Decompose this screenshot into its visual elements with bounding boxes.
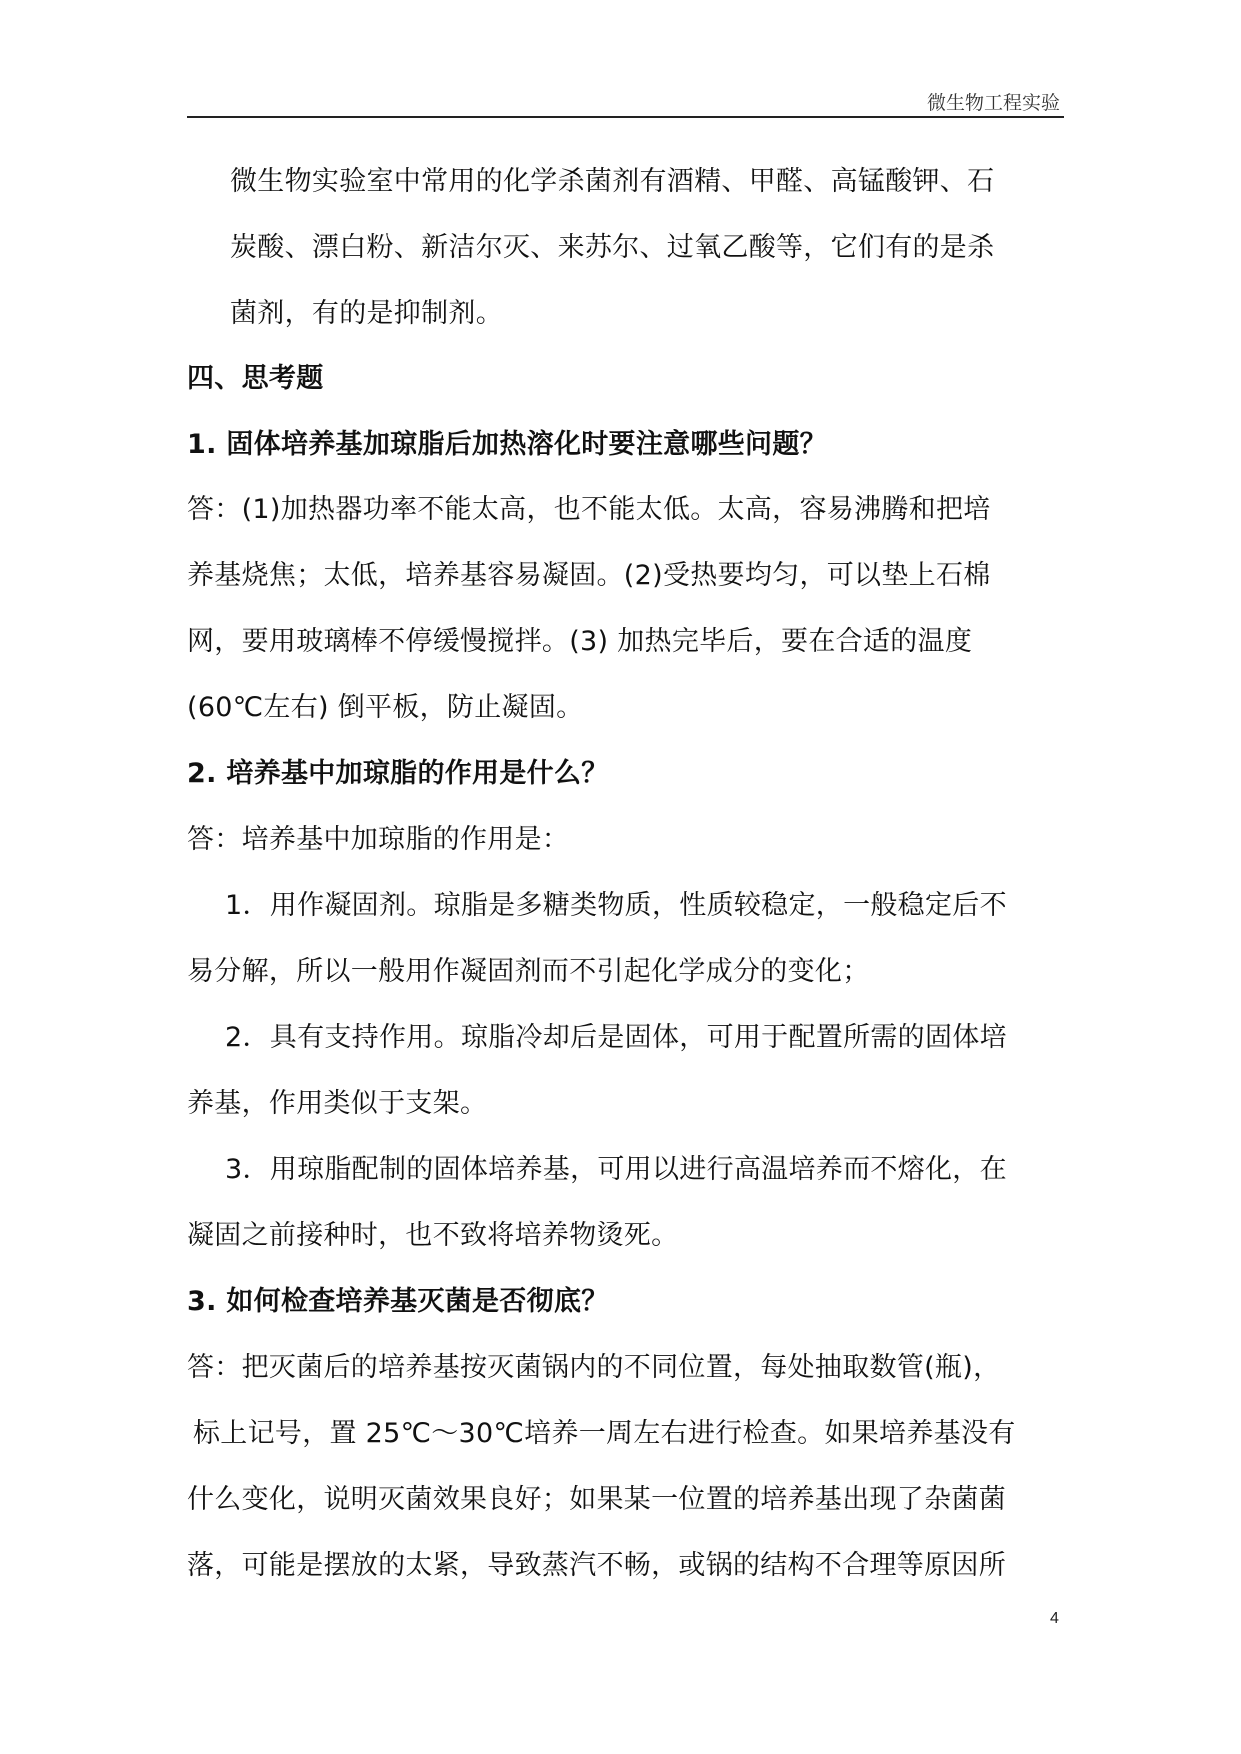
question-heading: 2. 培养基中加琼脂的作用是什么？ (187, 758, 609, 789)
body-line: 1．用作凝固剂。琼脂是多糖类物质，性质较稳定，一般稳定后不 (225, 890, 1007, 921)
body-line: 易分解，所以一般用作凝固剂而不引起化学成分的变化； (187, 956, 870, 987)
section-heading: 四、思考题 (187, 363, 324, 394)
body-line: 3．用琼脂配制的固体培养基，可用以进行高温培养而不熔化，在 (225, 1154, 1007, 1185)
body-line: 凝固之前接种时，也不致将培养物烫死。 (187, 1220, 679, 1251)
body-line: 落，可能是摆放的太紧，导致蒸汽不畅，或锅的结构不合理等原因所 (187, 1550, 1006, 1581)
question-heading: 1. 固体培养基加琼脂后加热溶化时要注意哪些问题？ (187, 429, 827, 460)
body-line: 什么变化，说明灭菌效果良好；如果某一位置的培养基出现了杂菌菌 (187, 1484, 1006, 1515)
body-line: 答：(1)加热器功率不能太高，也不能太低。太高，容易沸腾和把培 (187, 494, 991, 525)
body-line: 养基烧焦；太低，培养基容易凝固。(2)受热要均匀，可以垫上石棉 (187, 560, 991, 591)
body-line: 答：培养基中加琼脂的作用是： (187, 824, 570, 855)
body-line: 标上记号，置 25℃～30℃培养一周左右进行检查。如果培养基没有 (193, 1418, 1016, 1449)
page-header (187, 84, 1064, 118)
body-line: 养基，作用类似于支架。 (187, 1088, 488, 1119)
header-title: 微生物工程实验 (926, 92, 1060, 114)
body-line: 2．具有支持作用。琼脂冷却后是固体，可用于配置所需的固体培 (225, 1022, 1007, 1053)
body-line: 微生物实验室中常用的化学杀菌剂有酒精、甲醛、高锰酸钾、石 (230, 166, 995, 197)
page-number: 4 (1050, 1610, 1059, 1627)
body-line: 答：把灭菌后的培养基按灭菌锅内的不同位置，每处抽取数管(瓶)， (187, 1352, 1001, 1383)
body-line: 菌剂，有的是抑制剂。 (230, 298, 503, 329)
body-line: 炭酸、漂白粉、新洁尔灭、来苏尔、过氧乙酸等，它们有的是杀 (230, 232, 995, 263)
question-heading: 3. 如何检查培养基灭菌是否彻底？ (187, 1286, 609, 1317)
body-line: 网，要用玻璃棒不停缓慢搅拌。(3) 加热完毕后，要在合适的温度 (187, 626, 973, 657)
body-line: (60℃左右) 倒平板，防止凝固。 (187, 692, 584, 723)
